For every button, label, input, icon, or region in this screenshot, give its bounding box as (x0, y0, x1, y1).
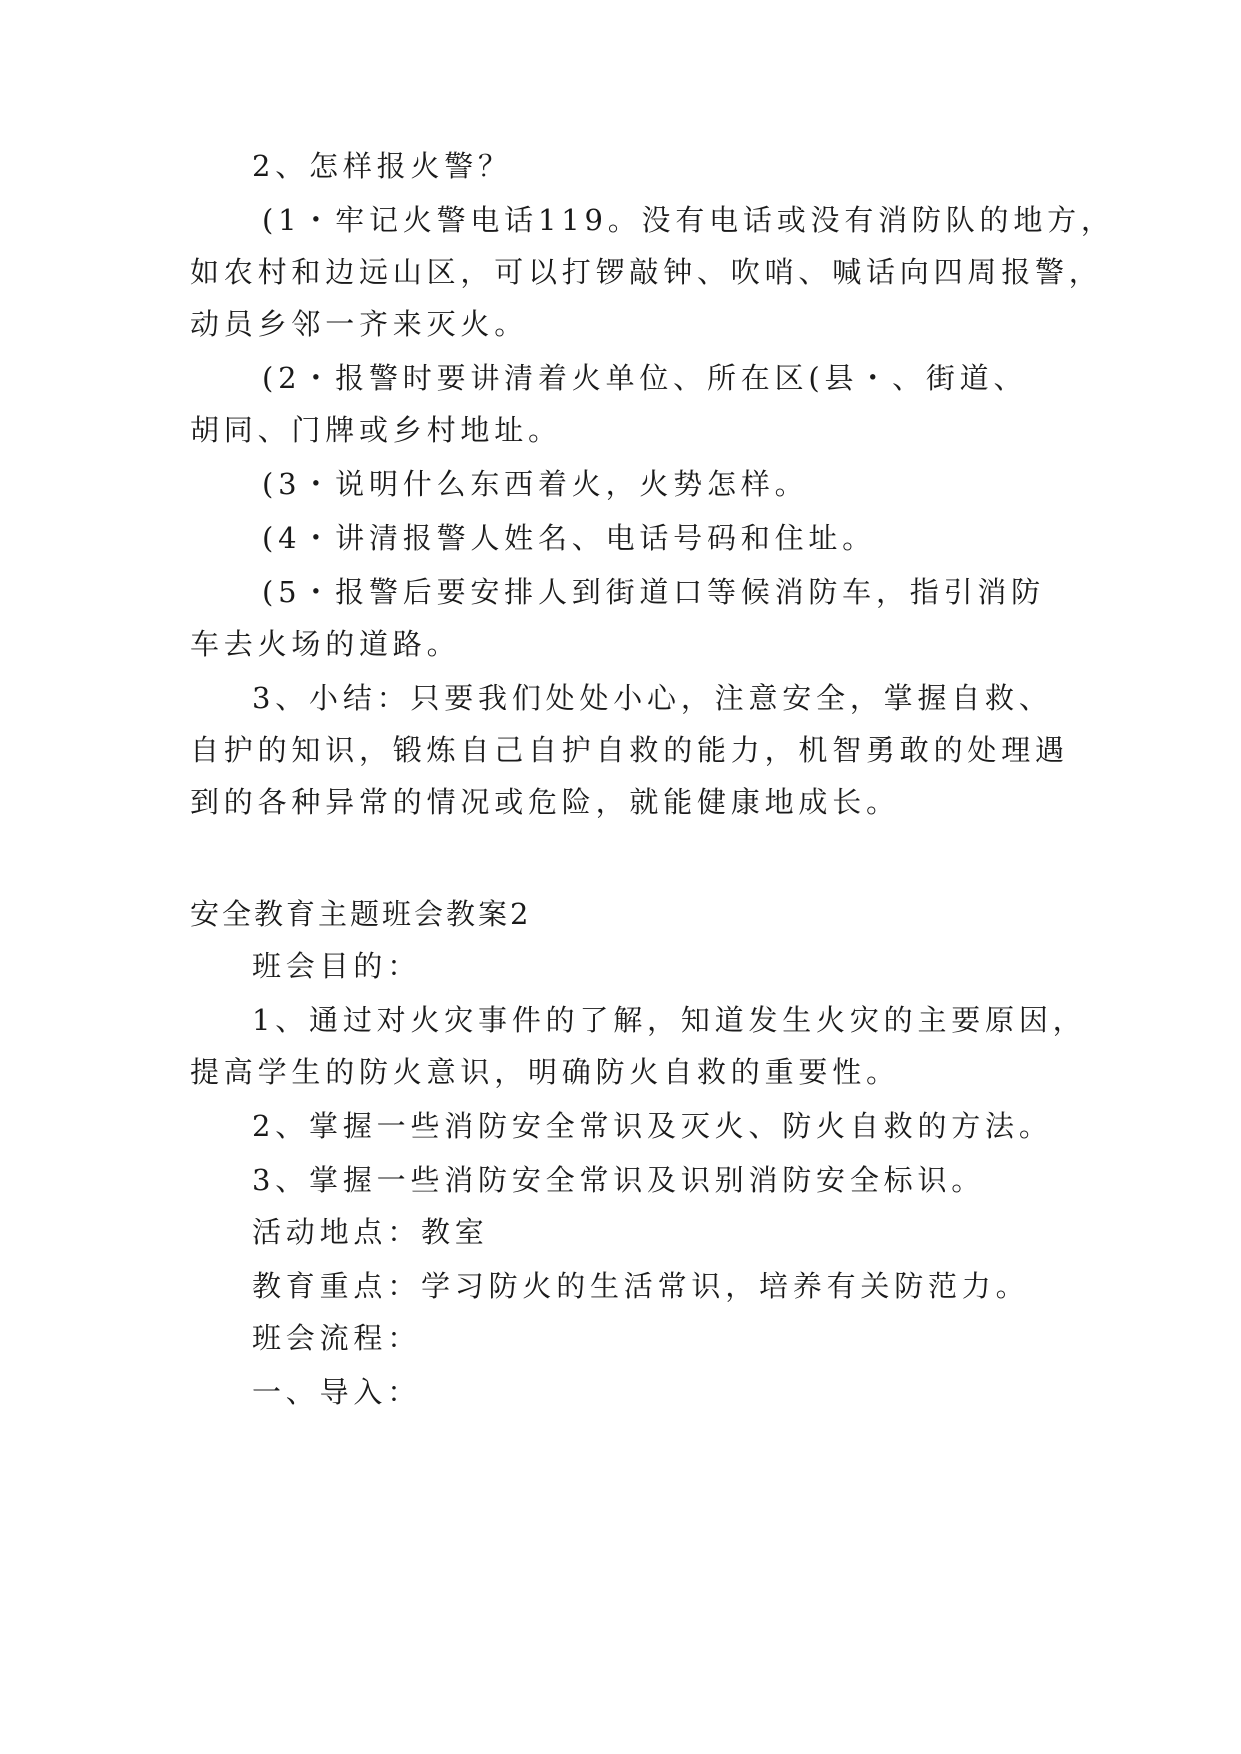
goal-3: 3、掌握一些消防安全常识及识别消防安全标识。 (252, 1163, 986, 1197)
process-heading: 班会流程： (252, 1321, 422, 1355)
goal-2: 2、掌握一些消防安全常识及灭火、防火自救的方法。 (252, 1109, 1053, 1143)
goal-1-line-2: 提高学生的防火意识，明确防火自救的重要性。 (190, 1055, 900, 1089)
item-1-line-2: 如农村和边远山区，可以打锣敲钟、吹哨、喊话向四周报警， (190, 255, 1103, 289)
education-focus: 教育重点：学习防火的生活常识，培养有关防范力。 (252, 1269, 1030, 1303)
item-2-line-1: (2・报警时要讲清着火单位、所在区(县・、街道、 (262, 361, 1028, 395)
step-1-introduction: 一、导入： (252, 1375, 422, 1409)
item-1-line-3: 动员乡邻一齐来灭火。 (190, 307, 529, 341)
purpose-heading: 班会目的： (252, 949, 422, 983)
section-heading-fire-alarm: 2、怎样报火警？ (252, 149, 512, 183)
item-2-line-2: 胡同、门牌或乡村地址。 (190, 413, 562, 447)
item-5-line-1: (5・报警后要安排人到街道口等候消防车，指引消防 (262, 575, 1045, 609)
item-1-line-1: (1・牢记火警电话119。没有电话或没有消防队的地方， (262, 203, 1115, 237)
summary-line-2: 自护的知识，锻炼自己自护自救的能力，机智勇敢的处理遇 (190, 733, 1069, 767)
item-4: (4・讲清报警人姓名、电话号码和住址。 (262, 521, 876, 555)
item-5-line-2: 车去火场的道路。 (190, 627, 461, 661)
activity-location: 活动地点：教室 (252, 1215, 489, 1249)
summary-line-1: 3、小结：只要我们处处小心，注意安全，掌握自救、 (252, 681, 1053, 715)
summary-line-3: 到的各种异常的情况或危险，就能健康地成长。 (190, 785, 900, 819)
item-3: (3・说明什么东西着火，火势怎样。 (262, 467, 809, 501)
goal-1-line-1: 1、通过对火灾事件的了解，知道发生火灾的主要原因， (252, 1003, 1087, 1037)
lesson-plan-title: 安全教育主题班会教案2 (190, 897, 532, 931)
